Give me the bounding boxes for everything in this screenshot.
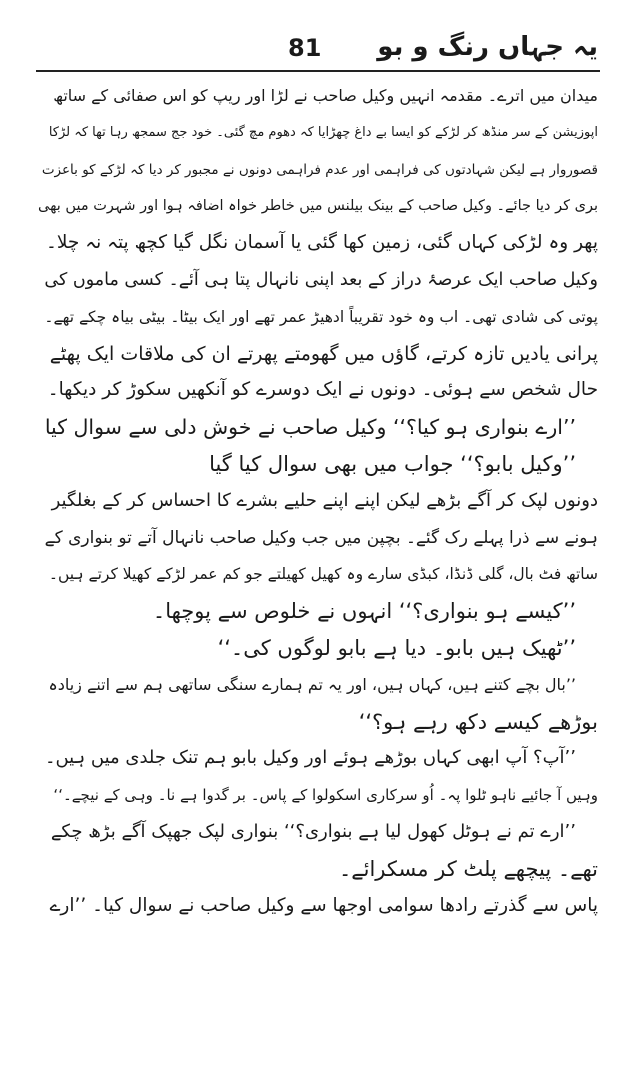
text-line: پاس سے گذرتے رادھا سوامی اوجھا سے وکیل صاحب نے سوال کیا۔ ’’ارے	[49, 894, 598, 916]
text-line: دونوں لپک کر آگے بڑھے لیکن اپنے اپنے حلیے بشرے کا احساس کر کے بغلگیر	[51, 489, 598, 511]
text-line: ’’وکیل بابو؟‘‘ جواب میں بھی سوال کیا گیا	[209, 451, 576, 476]
text-line: پرانی یادیں تازہ کرتے، گاؤں میں گھومتے پھرتے ان کی ملاقات ایک پھٹے	[49, 342, 598, 365]
page-header	[38, 30, 598, 70]
running-title: یہ جہاں رنگ و بو	[377, 32, 598, 62]
text-line: حال شخص سے ہوئی۔ دونوں نے ایک دوسرے کو آنکھیں سکوڑ کر دیکھا۔	[47, 379, 598, 401]
text-line: میدان میں اترے۔ مقدمہ انہیں وکیل صاحب نے لڑا اور ریپ کو اس صفائی کے ساتھ	[53, 86, 598, 105]
text-line: ’’کیسے ہو بنواری؟‘‘ انہوں نے خلوص سے پوچھا۔	[152, 599, 576, 624]
text-line: وکیل صاحب ایک عرصۂ دراز کے بعد اپنی نانہال پتا ہی آئے۔ کسی ماموں کی	[44, 269, 598, 290]
text-line: ’’آپ؟ آپ ابھی کہاں بوڑھے ہوئے اور وکیل بابو ہم تنک جلدی میں ہیں۔	[44, 747, 576, 769]
text-line: قصوروار ہے لیکن شہادتوں کی فراہمی اور عدم فراہمی دونوں نے مجبور کر دیا کہ لڑکے کو باعزت	[41, 161, 598, 178]
text-line: ’’ارے تم نے ہوٹل کھول لیا ہے بنواری؟‘‘ بنواری لپک جھپک آگے بڑھ چکے	[50, 820, 576, 842]
body-text	[38, 78, 598, 924]
text-line: ساتھ فٹ بال، گلی ڈنڈا، کبڈی سارے وہ کھیل کھیلتے جو کم عمر لڑکے کھیلا کرتے ہیں۔	[48, 565, 598, 584]
text-line: ’’ٹھیک ہیں بابو۔ دیا ہے بابو لوگوں کی۔‘‘	[217, 635, 576, 660]
text-line: وہیں آ جائیے ناہو ٹلوا پہ۔ اُو سرکاری اسکولوا کے پاس۔ بر گدوا ہے نا۔ وہی کے نیچے۔‘‘	[53, 786, 598, 805]
text-line: پوتی کی شادی تھی۔ اب وہ خود تقریباً ادھیڑ عمر تھے اور ایک بیٹا۔ بیٹی بیاہ چکے تھے۔	[44, 307, 598, 326]
text-line: ’’بال بچے کتنے ہیں، کہاں ہیں، اور یہ تم ہمارے سنگی ساتھی ہم سے اتنے زیادہ	[48, 674, 576, 694]
header-divider	[36, 70, 600, 72]
text-line: ’’ارے بنواری ہو کیا؟‘‘ وکیل صاحب نے خوش دلی سے سوال کیا	[44, 415, 576, 440]
text-line: پھر وہ لڑکی کہاں گئی، زمین کھا گئی یا آسمان نگل گیا کچھ پتہ نہ چلا۔	[46, 232, 598, 254]
text-line: تھے۔ پیچھے پلٹ کر مسکرائے۔	[338, 856, 598, 881]
text-line: بوڑھے کیسے دکھ رہے ہو؟‘‘	[358, 709, 598, 734]
text-line: بری کر دیا جائے۔ وکیل صاحب کے بینک بیلنس میں خاطر خواہ اضافہ ہوا اور شہرت میں بھی	[38, 198, 598, 215]
text-line: اپوزیشن کے سر منڈھ کر لڑکے کو ایسا بے داغ چھڑایا کہ دھوم مچ گئی۔ خود جج سمجھ رہا تھا کہ لڑکا	[48, 124, 598, 140]
text-line: ہونے سے ذرا پہلے رک گئے۔ بچپن میں جب وکیل صاحب نانہال آتے تو بنواری کے	[44, 527, 598, 548]
page-number: 81	[288, 34, 322, 62]
